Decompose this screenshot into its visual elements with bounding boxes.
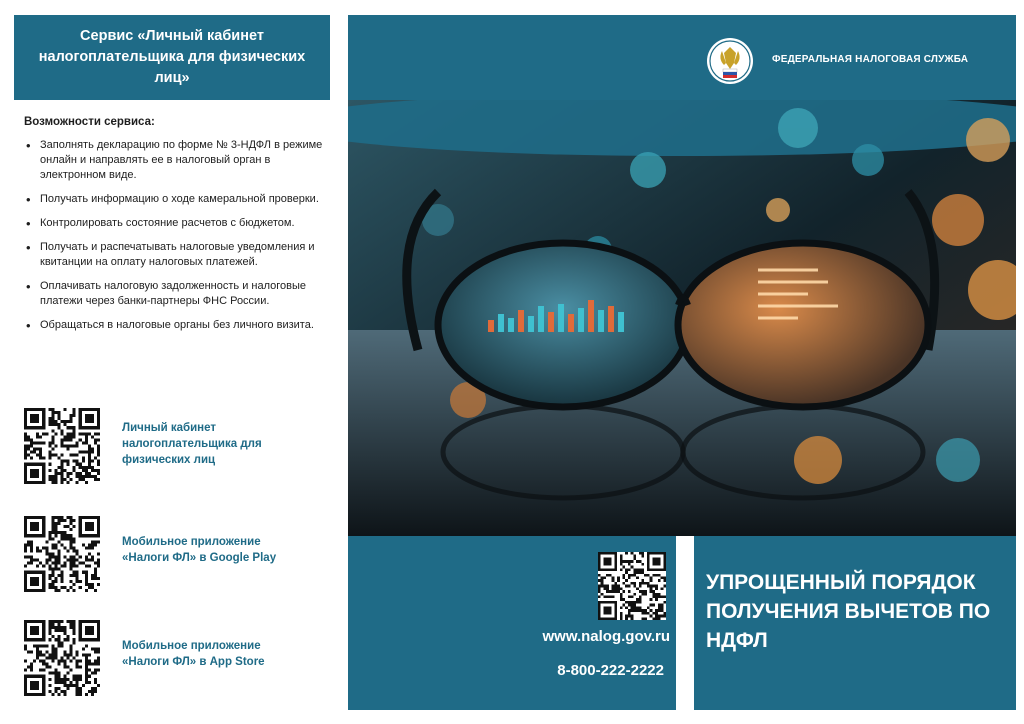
features-list <box>24 138 334 342</box>
glasses-photo <box>348 100 1016 536</box>
feature-item: • Контролировать состояние расчетов с бюджетом. <box>24 216 334 231</box>
qr-code-icon[interactable] <box>24 408 100 484</box>
feature-item: • Обращаться в налоговые органы без личного визита. <box>24 318 334 333</box>
feature-item: • Получать информацию о ходе камеральной проверки. <box>24 192 334 207</box>
left-header <box>14 15 330 100</box>
qr-code-icon[interactable] <box>598 552 666 620</box>
feature-item: • Оплачивать налоговую задолженность и налоговые платежи через банки-партнеры ФНС России. <box>24 279 334 309</box>
agency-name: ФЕДЕРАЛЬНАЯ НАЛОГОВАЯ СЛУЖБА <box>772 54 969 65</box>
page-title: УПРОЩЕННЫЙ ПОРЯДОК ПОЛУЧЕНИЯ ВЫЧЕТОВ ПО НДФЛ <box>706 571 991 652</box>
qr-code-icon[interactable] <box>24 620 100 696</box>
website-link[interactable]: www.nalog.gov.ru <box>542 628 670 645</box>
qr-label-app-store[interactable]: Мобильное приложение «Налоги ФЛ» в App Store <box>122 640 265 668</box>
phone-number[interactable]: 8-800-222-2222 <box>557 662 664 679</box>
qr-label-cabinet[interactable]: Личный кабинет налогоплательщика для физических лиц <box>122 422 262 466</box>
left-header-text: Сервис «Личный кабинет налогоплательщика для физических лиц» <box>38 28 306 86</box>
features-title: Возможности сервиса: <box>24 116 155 128</box>
feature-item: • Заполнять декларацию по форме № 3-НДФЛ в режиме онлайн и направлять ее в налоговый орган в электронном виде. <box>24 138 334 183</box>
qr-code-icon[interactable] <box>24 516 100 592</box>
qr-label-google-play[interactable]: Мобильное приложение «Налоги ФЛ» в Google Play <box>122 536 277 564</box>
feature-item: • Получать и распечатывать налоговые уведомления и квитанции на оплату налоговых платежей. <box>24 240 334 270</box>
fns-emblem-icon <box>706 37 754 85</box>
